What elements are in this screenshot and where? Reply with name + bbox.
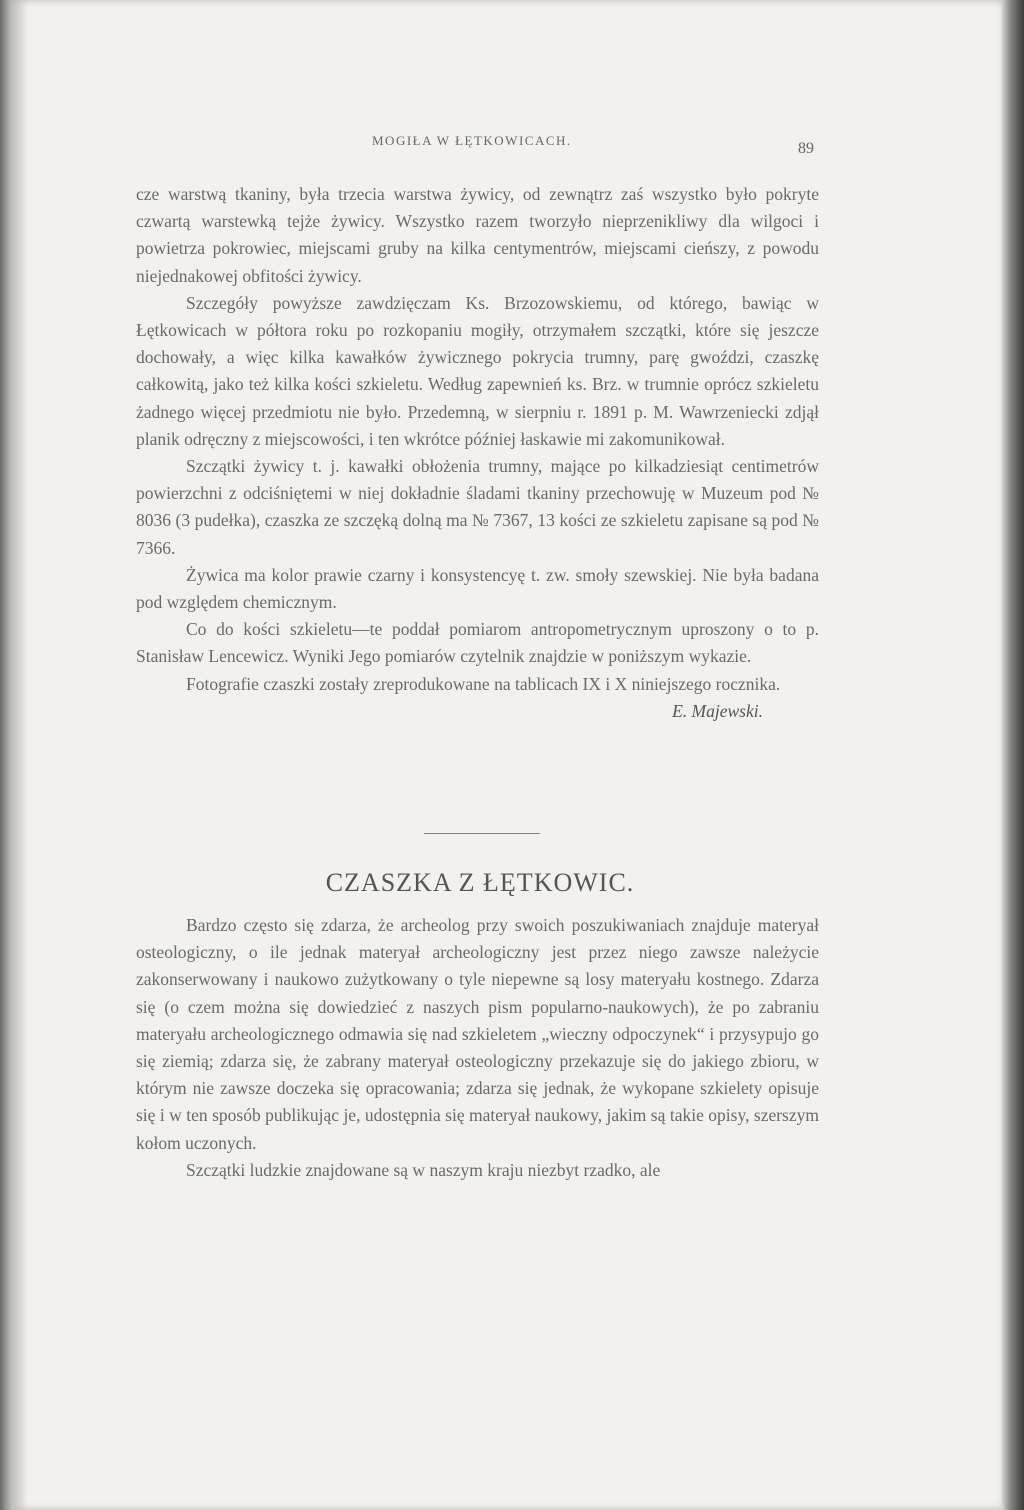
paragraph: Co do kości szkieletu—te poddał pomiarom antropometrycznym uproszony o to p. Stanisław Lencewicz. Wyniki Jego pomiarów czytelnik znajdzie w poniższym wykazie. [136, 619, 819, 667]
paragraph: Żywica ma kolor prawie czarny i konsystencyę t. zw. smoły szewskiej. Nie była badana pod względem chemicznym. [136, 564, 819, 613]
running-title: MOGIŁA W ŁĘTKOWICACH. [372, 133, 572, 148]
page-number: 89 [798, 140, 814, 157]
section-body [136, 912, 819, 1184]
paragraph: Szczegóły powyższe zawdzięczam Ks. Brzozowskiemu, od którego, bawiąc w Łętkowicach w półtora roku po rozkopaniu mogiły, otrzymałem szczątki, które się jeszcze dochowały, a więc kilka kawałków żywicznego pokrycia trumny, parę gwoździ, czaszkę całkowitą, jako też kilka kości szkieletu. Według zapewnień ks. Brz. w trumnie oprócz szkieletu żadnego więcej przedmiotu nie było. Przedemną, w sierpniu r. 1891 p. M. Wawrzeniecki zdjął planik odręczny z miejscowości, i ten wkrótce później łaskawie mi zakomunikował. [136, 292, 819, 449]
page-gutter-shadow [0, 0, 28, 1510]
section-title: CZASZKA Z ŁĘTKOWIC. [325, 868, 635, 897]
paragraph: Szczątki żywicy t. j. kawałki obłożenia trumny, mające po kilkadziesiąt centimetrów powierzchni z odciśniętemi w niej dokładnie śladami tkaniny przechowuję w Muzeum pod № 8036 (3 pudełka), czaszka ze szczęką dolną ma № 7367, 13 kości ze szkieletu zapisane są pod № 7366. [136, 456, 819, 558]
page-edge-shadow [1002, 0, 1024, 1510]
paragraph: Bardzo często się zdarza, że archeolog przy swoich poszukiwaniach znajduje materyał osteologiczny, o ile jednak materyał archeologiczny jest przez niego zawsze należycie zakonserwowany i naukowo zużytkowany o tyle niepewne są losy materyału kostnego. Zdarza się (o czem można się dowiedzieć z naszych pism popularno-naukowych), że po zabraniu materyału archeologicznego odmawia się nad szkieletem „wieczny odpoczynek“ i przysypujo go się ziemią; zdarza się, że zabrany materyał osteologiczny przekazuje się do jakiego zbioru, w którym nie zawsze doczeka się opracowania; zdarza się jednak, że wykopane szkielety opisuje się i w ten sposób publikując je, udostępnia się materyał naukowy, jakim są takie opisy, szerszym kołom uczonych. [136, 915, 819, 1153]
paragraph-final [136, 671, 819, 698]
author-signature: E. Majewski. [672, 700, 763, 721]
paragraph: cze warstwą tkaniny, była trzecia warstwa żywicy, od zewnątrz zaś wszystko było pokryte czwartą warstewką tejże żywicy. Wszystko razem tworzyło nieprzenikliwy dla wilgoci i powietrza pokrowiec, miejscami gruby na kilka centymentrów, miejscami cieńszy, z powodu niejednakowej obfitości żywicy. [136, 184, 819, 286]
article-body [136, 181, 819, 725]
paragraph-final-text: Fotografie czaszki zostały zreprodukowane na tablicach IX i X niniejszego rocznika. [186, 673, 781, 694]
section-divider [424, 833, 540, 834]
signature-line [136, 698, 819, 725]
paragraph: Szczątki ludzkie znajdowane są w naszym kraju niezbyt rzadko, ale [186, 1159, 661, 1180]
